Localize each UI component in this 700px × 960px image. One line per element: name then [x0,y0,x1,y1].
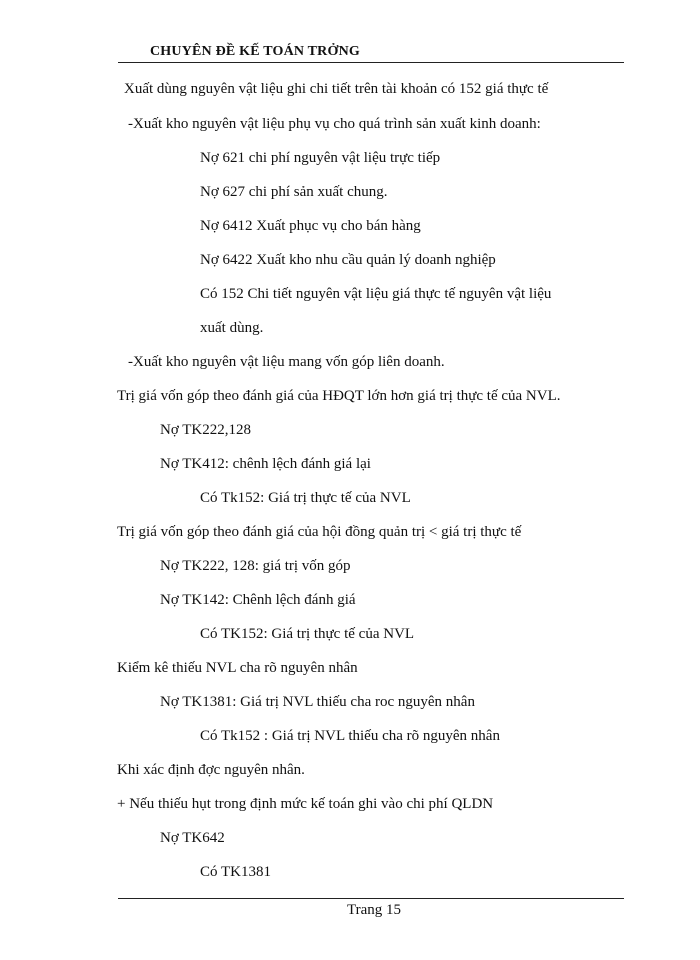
text-line: Nợ TK642 [160,830,225,846]
text-line: Nợ 621 chi phí nguyên vật liệu trực tiếp [200,150,441,166]
document-header-title: CHUYÊN ĐỀ KẾ TOÁN TRỞNG [150,44,360,59]
text-line: Khi xác định đợc nguyên nhân. [117,762,305,778]
text-line: Nợ 6422 Xuất kho nhu cầu quản lý doanh nghiệp [200,252,496,268]
text-line: Nợ TK222, 128: giá trị vốn góp [160,558,351,574]
text-line: Nợ TK222,128 [160,422,251,438]
text-line: Có TK1381 [200,864,271,880]
text-line: Kiểm kê thiếu NVL cha rõ nguyên nhân [117,660,358,676]
text-line: Trị giá vốn góp theo đánh giá của hội đồng quản trị < giá trị thực tế [117,524,522,540]
header-rule [118,62,624,63]
text-line: Có 152 Chi tiết nguyên vật liệu giá thực tế nguyên vật liệu [200,286,552,302]
text-line: Nợ TK412: chênh lệch đánh giá lại [160,456,371,472]
page-number: Trang 15 [346,902,402,918]
text-line: Có Tk152 : Giá trị NVL thiếu cha rõ nguyên nhân [200,728,500,744]
text-line: xuất dùng. [200,320,264,336]
text-line: -Xuất kho nguyên vật liệu mang vốn góp liên doanh. [128,354,445,370]
text-line: Nợ 627 chi phí sản xuất chung. [200,184,388,200]
text-line: Nợ TK142: Chênh lệch đánh giá [160,592,356,608]
page-footer [0,902,700,919]
text-line: Nợ 6412 Xuất phục vụ cho bán hàng [200,218,421,234]
text-line: Xuất dùng nguyên vật liệu ghi chi tiết trên tài khoản có 152 giá thực tế [124,81,549,97]
text-line: -Xuất kho nguyên vật liệu phụ vụ cho quá trình sản xuất kinh doanh: [128,116,541,132]
text-line: Có TK152: Giá trị thực tế của NVL [200,626,415,642]
text-line: + Nếu thiếu hụt trong định mức kế toán ghi vào chi phí QLDN [117,796,494,812]
footer-rule [118,898,624,899]
text-line: Có Tk152: Giá trị thực tế của NVL [200,490,411,506]
text-line: Nợ TK1381: Giá trị NVL thiếu cha roc nguyên nhân [160,694,475,710]
text-line: Trị giá vốn góp theo đánh giá của HĐQT lớn hơn giá trị thực tế của NVL. [117,388,561,404]
